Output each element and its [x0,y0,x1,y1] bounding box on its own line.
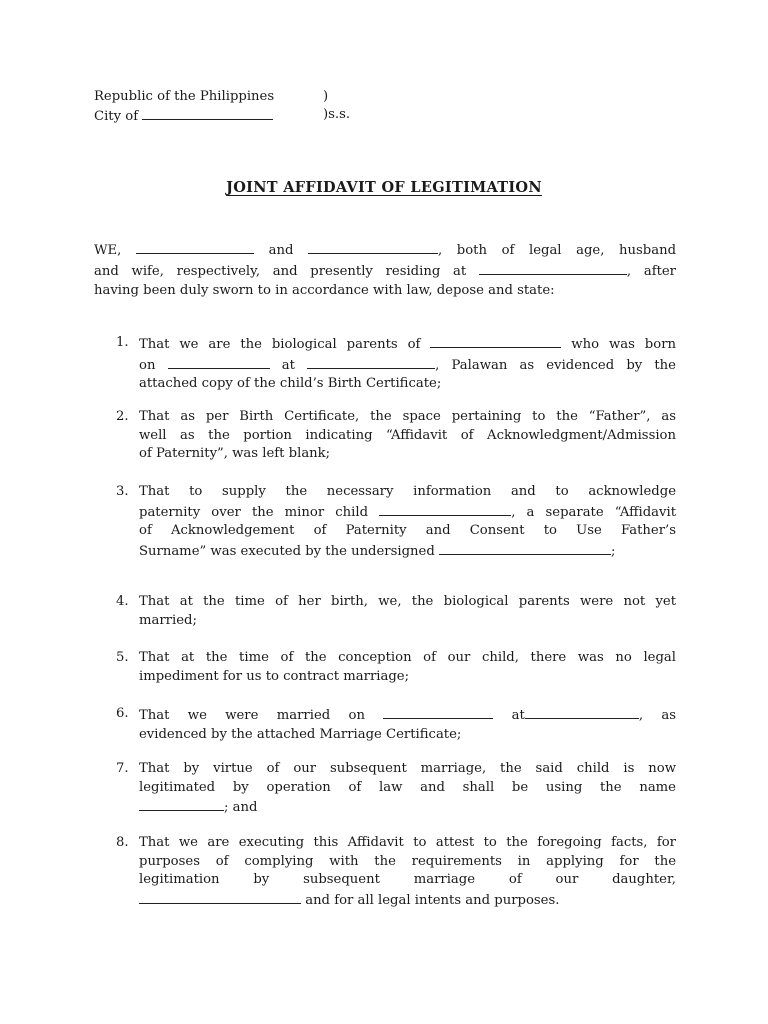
venue-bracket: ) [323,89,329,104]
birth-date-blank [168,355,270,369]
intro-line-3: having been duly sworn to in accordance with law, depose and state: [94,283,555,298]
intro-paragraph [94,240,676,301]
wife-name-blank [308,240,438,254]
venue-republic: Republic of the Philippines [94,89,275,104]
marriage-date-blank [383,705,493,719]
venue-city-prefix: City of [94,109,139,124]
affidavit-page: Republic of the Philippines ) City of )s.s. JOINT AFFIDAVIT OF LEGITIMATION WE, and , both of legal age, husband and wife, respectively, and presently residing at , after having been duly sworn to in accordance with law, depose and state: 1. That we are the biological parents of who was born on at , Palawan as evidenced by the attached copy of the child’s Birth Certificate; 2. That as per Birth Certificate, the space pertaining to the “Father”, as well as the portion indicating “Affidavit of Acknowledgment/Admission of Paternity”, was left blank; 3. That to supply the necessary information and to acknowledge paternity over the minor child , a separate “Affidavit of Acknowledgement of Paternity and Consent to Use Father’s Surname” was executed by the undersigned ; 4. That at the time of her birth, we, the biological parents were not yet married; 5. That at the time of the conception of our child, there was no legal impediment for us to contract marriage; 6. That we were married on at , as evidenced by the attached Marriage Certificate; 7. That by virtue of our subsequent marriage, the said child is now legitimated by operation of law and shall be using the name ; and 8. That we are executing this Affidavit to attest to the foregoing facts, for purposes of complying with the requirements in applying for the legitimation by subsequent marriage of our daughter, and for all legal intents and purposes. [0,0,768,1024]
document-title [0,179,768,196]
minor-child-blank [379,502,511,516]
intro-line-2: and wife, respectively, and presently residing at , after [94,261,676,282]
marriage-place-blank [525,705,639,719]
birth-place-blank [307,355,435,369]
child-name-blank [430,334,561,348]
venue-city [94,106,273,126]
document-title-text: JOINT AFFIDAVIT OF LEGITIMATION [226,179,542,196]
new-name-blank [139,797,224,811]
intro-line-1: WE, and , both of legal age, husband [94,240,676,261]
undersigned-blank [439,541,611,555]
husband-name-blank [136,240,254,254]
venue-block [94,88,394,124]
venue-ss: )s.s. [323,107,351,122]
daughter-name-blank [139,890,301,904]
residence-blank [479,261,627,275]
city-blank [142,106,273,120]
